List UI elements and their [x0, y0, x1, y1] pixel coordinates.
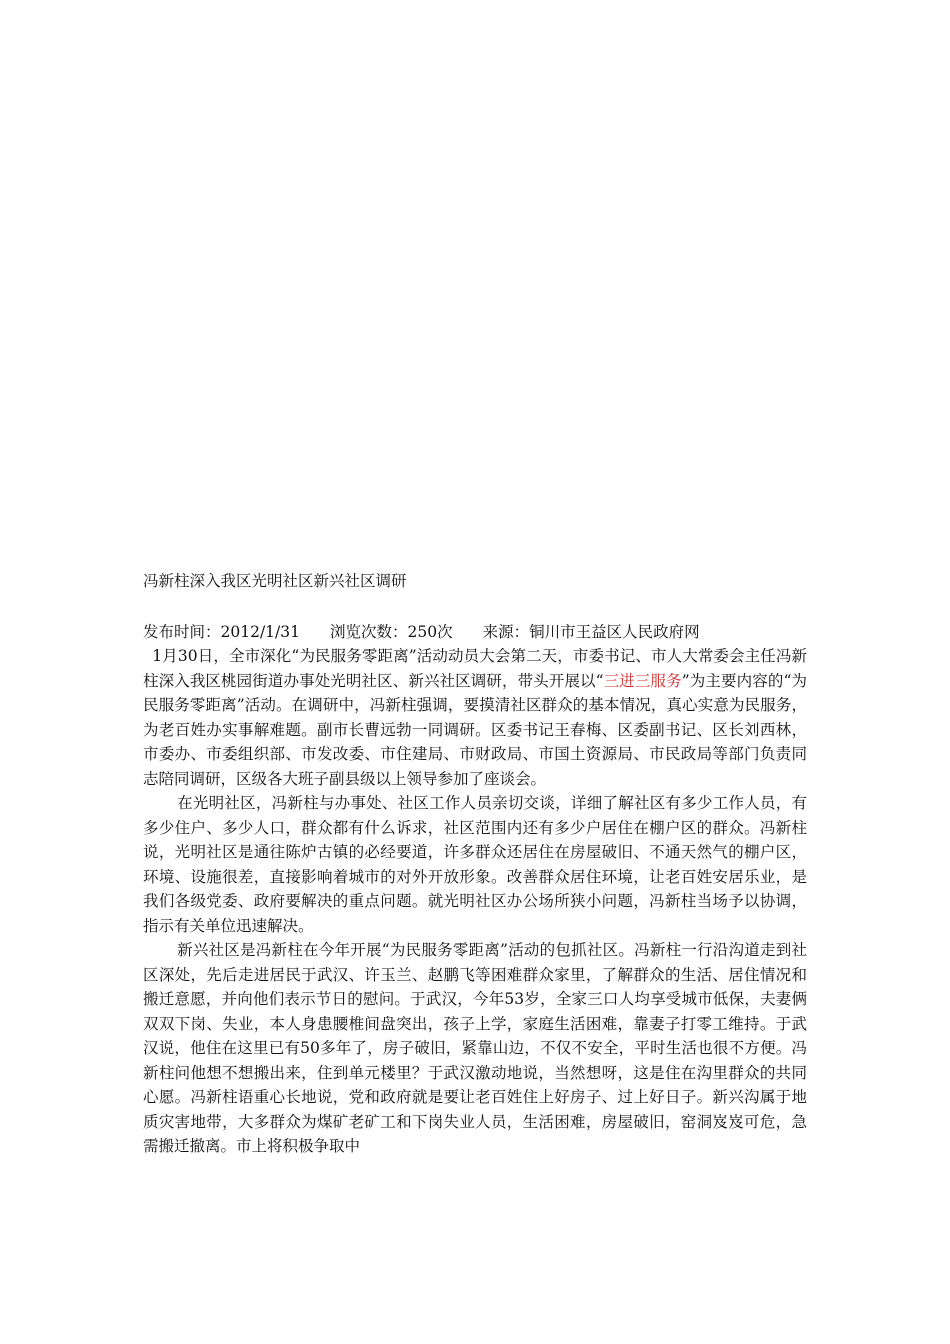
- views-count: 250: [407, 622, 438, 641]
- publish-label: 发布时间：: [143, 622, 221, 641]
- paragraph-1: [143, 644, 807, 791]
- article-meta: [143, 620, 807, 645]
- paragraph-1-text-b: ”为主要内容的“为民服务零距离”活动。在调研中，冯新柱强调，要摸清社区群众的基本情况，真心实意为民服务，为老百姓办实事解难题。副市长曹远勃一同调研。区委书记王春梅、区委副书记、区长刘西林，市委办、市委组织部、市发改委、市住建局、市财政局、市国土资源局、市民政局等部门负责同志陪同调研，区级各大班子副县级以上领导参加了座谈会。: [143, 671, 807, 788]
- views-label: 浏览次数：: [330, 622, 408, 641]
- source-name: 铜川市王益区人民政府网: [529, 622, 700, 641]
- paragraph-1-text-a: 1月30日，全市深化“为民服务零距离”活动动员大会第二天，市委书记、市人大常委会主任冯新柱深入我区桃园街道办事处光明社区、新兴社区调研，带头开展以“: [143, 647, 807, 690]
- publish-date: 2012/1/31: [220, 622, 300, 641]
- article-title: 冯新柱深入我区光明社区新兴社区调研: [143, 572, 407, 590]
- article: [143, 569, 807, 1159]
- paragraph-2: 在光明社区，冯新柱与办事处、社区工作人员亲切交谈，详细了解社区有多少工作人员，有多少住户、多少人口，群众都有什么诉求，社区范围内还有多少户居住在棚户区的群众。冯新柱说，光明社区是通往陈炉古镇的必经要道，许多群众还居住在房屋破旧、不通天然气的棚户区，环境、设施很差，直接影响着城市的对外开放形象。改善群众居住环境，让老百姓安居乐业，是我们各级党委、政府要解决的重点问题。就光明社区办公场所狭小问题，冯新柱当场予以协调，指示有关单位迅速解决。: [143, 794, 807, 935]
- paragraph-3: 新兴社区是冯新柱在今年开展“为民服务零距离”活动的包抓社区。冯新柱一行沿沟道走到社区深处，先后走进居民于武汉、许玉兰、赵鹏飞等困难群众家里，了解群众的生活、居住情况和搬迁意愿，并向他们表示节日的慰问。于武汉，今年53岁，全家三口人均享受城市低保，夫妻俩双双下岗、失业，本人身患腰椎间盘突出，孩子上学，家庭生活困难，靠妻子打零工维持。于武汉说，他住在这里已有50多年了，房子破旧，紧靠山边，不仅不安全，平时生活也很不方便。冯新柱问他想不想搬出来，住到单元楼里？于武汉激动地说，当然想呀，这是住在沟里群众的共同心愿。冯新柱语重心长地说，党和政府就是要让老百姓住上好房子、过上好日子。新兴沟属于地质灾害地带，大多群众为煤矿老矿工和下岗失业人员，生活困难，房屋破旧，窑洞岌岌可危，急需搬迁撤离。市上将积极争取中: [143, 941, 807, 1155]
- source-label: 来源：: [482, 622, 530, 641]
- highlight-link[interactable]: 三进三服务: [603, 671, 682, 690]
- views-unit: 次: [437, 622, 453, 641]
